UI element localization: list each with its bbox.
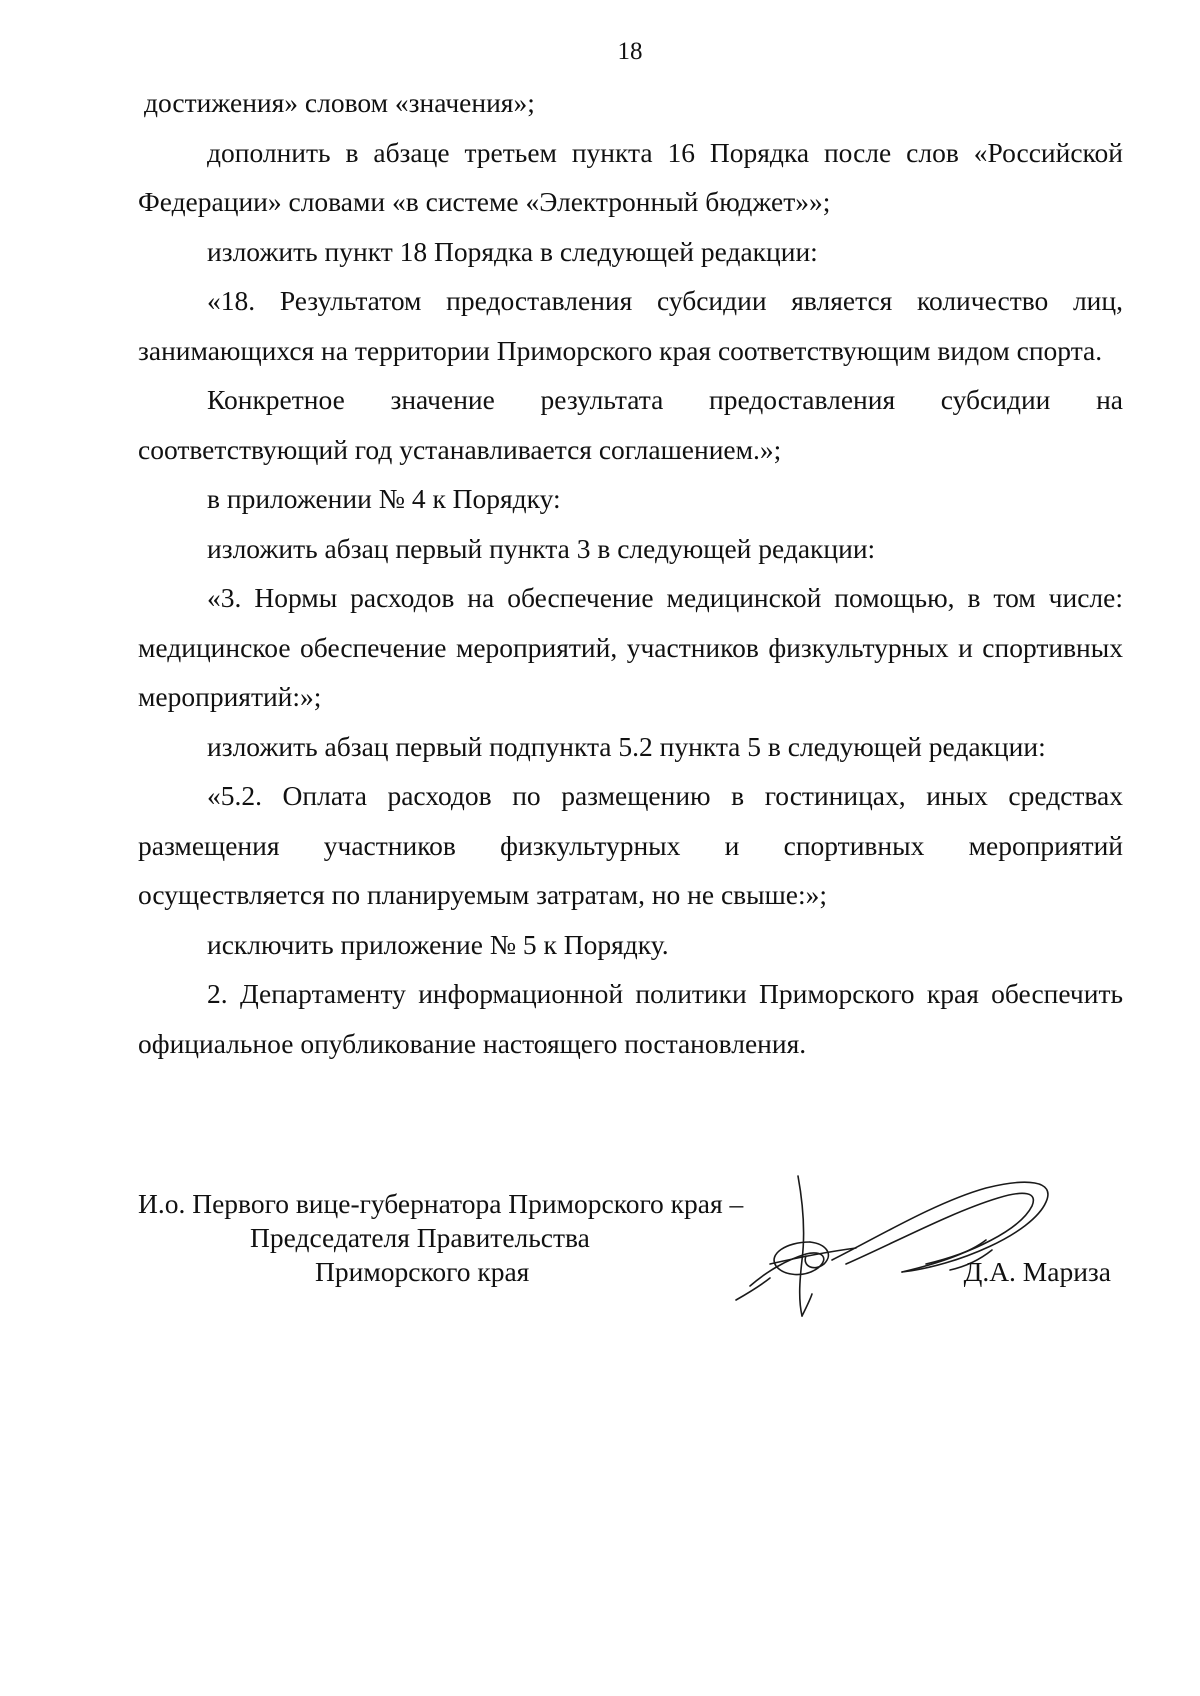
signatory-position-line-3: Приморского края [315, 1256, 530, 1287]
paragraph-11: исключить приложение № 5 к Порядку. [207, 928, 669, 960]
paragraph-4: «18. Результатом предоставления субсидии является количество лиц, занимающихся на территории Приморского края соответствующим видом спорта. [138, 285, 1123, 366]
page-number: 18 [617, 38, 643, 65]
paragraph-10: «5.2. Оплата расходов по размещению в гостиницах, иных средствах размещения участников физкультурных и спортивных мероприятий осуществляется по планируемым затратам, но не свыше:»; [138, 780, 1123, 910]
document-body [138, 78, 1123, 1068]
paragraph-6: в приложении № 4 к Порядку: [207, 483, 561, 514]
signatory-position-line-1: И.о. Первого вице-губернатора Приморского края – [138, 1188, 744, 1219]
handwritten-signature [706, 1168, 1126, 1328]
paragraph-3: изложить пункт 18 Порядка в следующей редакции: [207, 235, 818, 267]
signature-block [138, 1188, 1123, 1338]
signatory-name: Д.А. Мариза [963, 1256, 1111, 1287]
paragraph-2: дополнить в абзаце третьем пункта 16 Порядка после слов «Российской Федерации» словами «в системе «Электронный бюджет»»; [138, 136, 1123, 217]
paragraph-1: достижения» словом «значения»; [144, 87, 535, 118]
signatory-position-line-2: Председателя Правительства [250, 1222, 590, 1253]
paragraph-7: изложить абзац первый пункта 3 в следующей редакции: [207, 532, 876, 564]
paragraph-5: Конкретное значение результата предоставления субсидии на соответствующий год устанавливается соглашением.»; [138, 384, 1123, 465]
paragraph-8: «3. Нормы расходов на обеспечение медицинской помощью, в том числе: медицинское обеспечение мероприятий, участников физкультурных и спортивных мероприятий:»; [138, 582, 1123, 712]
paragraph-12: 2. Департаменту информационной политики Приморского края обеспечить официальное опубликование настоящего постановления. [138, 978, 1123, 1059]
paragraph-9: изложить абзац первый подпункта 5.2 пункта 5 в следующей редакции: [207, 730, 1046, 762]
